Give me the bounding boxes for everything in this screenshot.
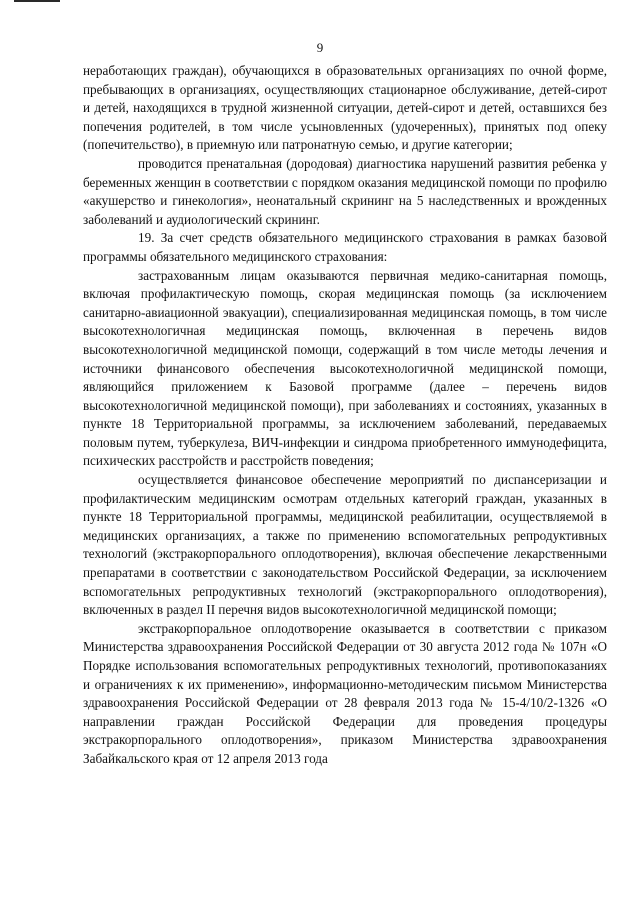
paragraph-insured-persons: застрахованным лицам оказываются первичная медико-санитарная помощь, включая профилактическую помощь, скорая медицинская помощь (за исключением санитарно-авиационной эвакуации), специализированная медицинская помощь, в том числе высокотехнологичная медицинская помощь, включенная в перечень видов высокотехнологичной медицинской помощи, содержащий в том числе методы лечения и источники финансового обеспечения высокотехнологичной медицинской помощи, являющийся приложением к Базовой программе (далее – перечень видов высокотехнологичной медицинской помощи), при заболеваниях и состояниях, указанных в пункте 18 Территориальной программы, за исключением заболеваний, передаваемых половым путем, туберкулеза, ВИЧ-инфекции и синдрома приобретенного иммунодефицита, психических расстройств и расстройств поведения; (83, 267, 607, 469)
document-body (83, 62, 607, 769)
paragraph-continuation: неработающих граждан), обучающихся в образовательных организациях по очной форме, пребывающих в организациях, осуществляющих стационарное обслуживание, детей-сирот и детей, находящихся в трудной жизненной ситуации, детей-сирот и детей, оставшихся без попечения родителей, в том числе усыновленных (удочеренных), принятых под опеку (попечительство), в приемную или патронатную семью, и другие категории; (83, 63, 607, 153)
paragraph-financial-support: осуществляется финансовое обеспечение мероприятий по диспансеризации и профилактическим медицинским осмотрам отдельных категорий граждан, указанных в пункте 18 Территориальной программы, медицинской реабилитации, осуществляемой в медицинских организациях, а также по применению вспомогательных репродуктивных технологий (экстракорпорального оплодотворения), включая обеспечение лекарственными препаратами в соответствии с законодательством Российской Федерации, за исключением вспомогательных репродуктивных технологий (экстракорпорального оплодотворения), включенных в раздел II перечня видов высокотехнологичной медицинской помощи; (83, 472, 607, 618)
paragraph-ivf: экстракорпоральное оплодотворение оказывается в соответствии с приказом Министерства здравоохранения Российской Федерации от 30 августа 2012 года № 107н «О Порядке использования вспомогательных репродуктивных технологий, противопоказаниях и ограничениях к их применению», информационно-методическим письмом Министерства здравоохранения Российской Федерации от 28 февраля 2013 года № 15-4/10/2-1326 «О направлении граждан Российской Федерации для проведения процедуры экстракорпорального оплодотворения», приказом Министерства здравоохранения Забайкальского края от 12 апреля 2013 года (83, 620, 607, 766)
paragraph-prenatal-diagnostics: проводится пренатальная (дородовая) диагностика нарушений развития ребенка у беременных женщин в соответствии с порядком оказания медицинской помощи по профилю «акушерство и гинекология», неонатальный скрининг на 5 наследственных и врожденных заболеваний и аудиологический скрининг. (83, 155, 607, 227)
scan-edge-mark (14, 0, 60, 2)
paragraph-item-19: 19. За счет средств обязательного медицинского страхования в рамках базовой программы обязательного медицинского страхования: (83, 230, 607, 264)
page-number: 9 (316, 40, 324, 55)
